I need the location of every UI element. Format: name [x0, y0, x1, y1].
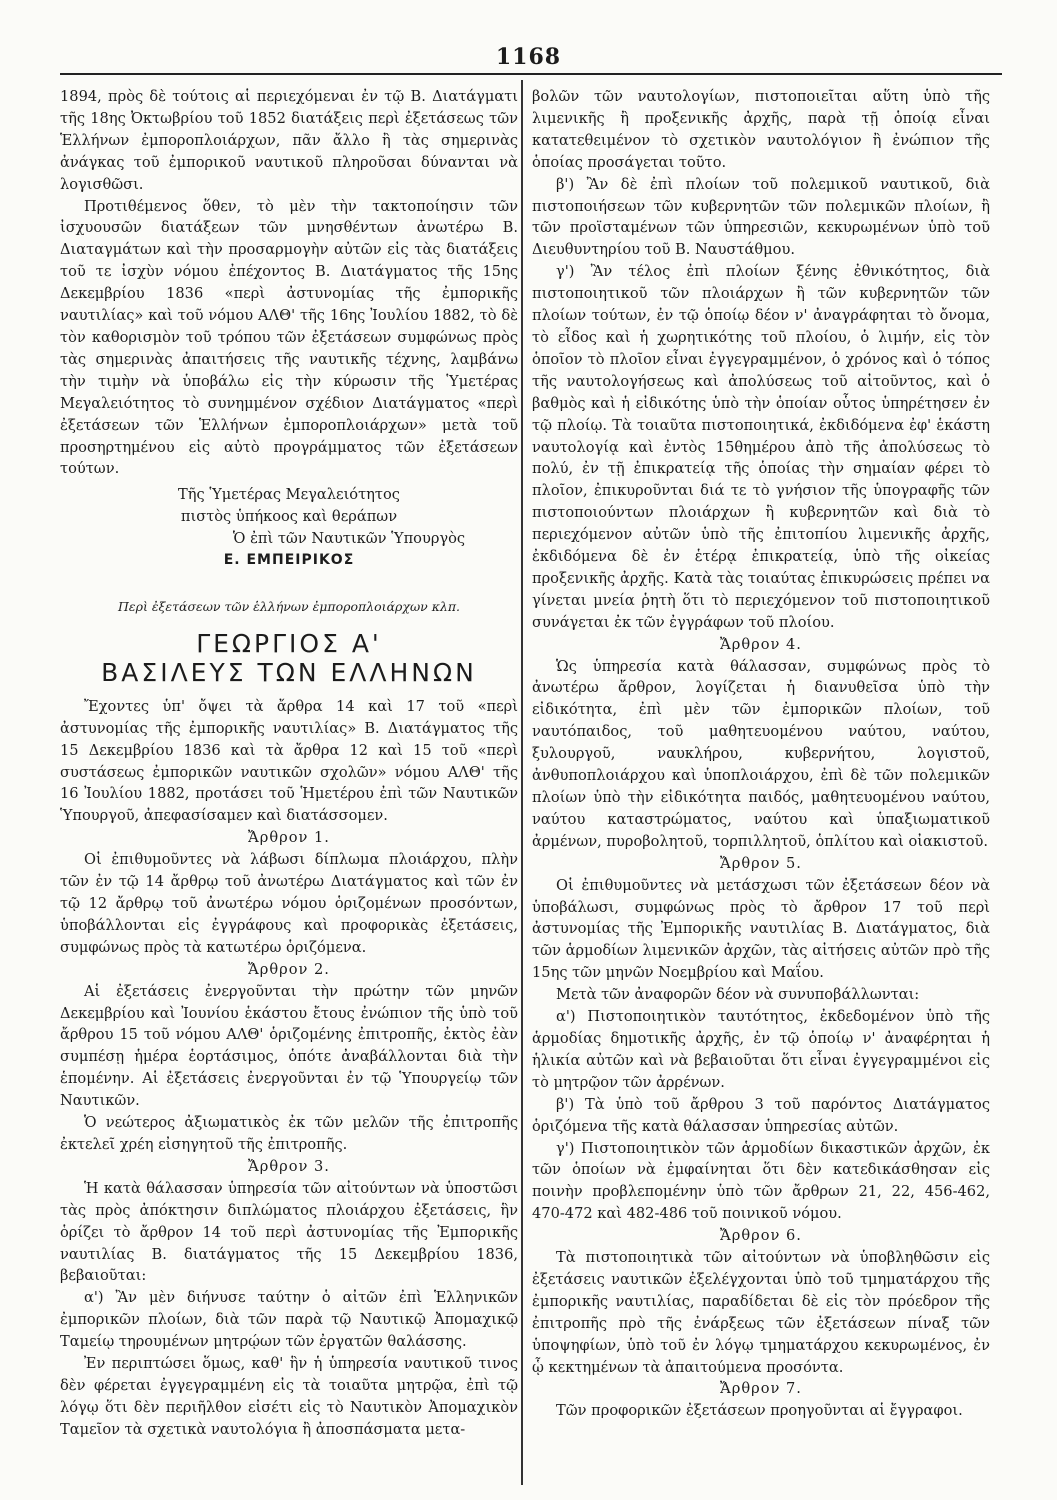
signature-line: πιστὸς ὑπήκοος καὶ θεράπων: [180, 508, 398, 526]
article-paragraph: Μετὰ τῶν ἀναφορῶν δέον νὰ συνυποβάλλωνται:: [556, 986, 920, 1004]
article-paragraph: Οἱ ἐπιθυμοῦντες νὰ μετάσχωσι τῶν ἐξετάσεων δέον νὰ ὑποβάλωσι, συμφώνως πρὸς τὸ ἄρθρον 17 τοῦ περὶ ἀστυνομίας τῆς Ἐμπορικῆς ναυτιλίας Β. Διατάγματος, διὰ τῶν ἁρμοδίων λιμενικῶν ἀρχῶν, τὰς αἰτήσεις αὐτῶν πρὸ τῆς 15ης τῶν μηνῶν Νοεμβρίου καὶ Μαΐου.: [532, 876, 990, 982]
article-heading: Ἄρθρον 4.: [720, 635, 802, 653]
king-subtitle: ΒΑΣΙΛΕΥΣ ΤΩΝ ΕΛΛΗΝΩΝ: [101, 657, 477, 687]
article-paragraph: β') Ἂν δὲ ἐπὶ πλοίων τοῦ πολεμικοῦ ναυτικοῦ, διὰ πιστοποιήσεων τῶν κυβερνητῶν τῶν πολεμικῶν πλοίων, ἢ τῶν προϊσταμένων τῶν ὑπηρεσιῶν, κεκυρωμένων ὑπὸ τοῦ Διευθυντηρίου τοῦ Β. Ναυστάθμου.: [532, 175, 990, 259]
article-paragraph: Τῶν προφορικῶν ἐξετάσεων προηγοῦνται αἱ ἔγγραφοι.: [556, 1402, 963, 1420]
article-paragraph: α') Ἂν μὲν διήνυσε ταύτην ὁ αἰτῶν ἐπὶ Ἑλληνικῶν ἐμπορικῶν πλοίων, διὰ τῶν παρὰ τῷ Ναυτικῷ Ἀπομαχικῷ Ταμείῳ τηρουμένων μητρῴων τῶν ἐργατῶν θαλάσσης.: [60, 1289, 518, 1351]
signature-line: Τῆς Ὑμετέρας Μεγαλειότητος: [178, 486, 400, 504]
king-title: ΓΕΩΡΓΙΟΣ Α': [196, 628, 382, 658]
article-heading: Ἄρθρον 1.: [248, 829, 330, 847]
article-paragraph: Ἐν περιπτώσει ὅμως, καθ' ἣν ἡ ὑπηρεσία ναυτικοῦ τινος δὲν φέρεται ἐγγεγραμμένη εἰς τὰ τοιαῦτα μητρῷα, ἐπὶ τῷ λόγῳ ὅτι δὲν περιῆλθον εἰσέτι εἰς τὸ Ναυτικὸν Ἀπομαχικὸν Ταμεῖον τὰ σχετικὰ ναυτολόγια ἢ ἀποσπάσματα μετα-: [60, 1355, 518, 1438]
preamble-paragraph: Προτιθέμενος ὅθεν, τὸ μὲν τὴν τακτοποίησιν τῶν ἰσχυουσῶν διατάξεων τῶν μνησθέντων ἀνωτέρω Β. Διαταγμάτων καὶ τὴν προσαρμογὴν αὐτῶν εἰς τὰς διατάξεις τοῦ τε ἰσχὺν νόμου ἐπέχοντος Β. Διατάγματος τῆς 15ης Δεκεμβρίου 1836 «περὶ ἀστυνομίας τῆς ἐμπορικῆς ναυτιλίας» καὶ τοῦ νόμου ΑΛΘ' τῆς 16ης Ἰουλίου 1882, τὸ δὲ τὸν καθορισμὸν τοῦ τρόπου τῶν ἐξετάσεων συμφώνως πρὸς τὰς σημερινὰς ἀπαιτήσεις τῆς ναυτικῆς τέχνης, λαμβάνω τὴν τιμὴν νὰ ὑποβάλω εἰς τὴν κύρωσιν τῆς Ὑμετέρας Μεγαλειότητος τὸ συνημμένον σχέδιον Διατάγματος «περὶ ἐξετάσεων τῶν Ἑλλήνων ἐμποροπλοιάρχων» μετὰ τοῦ προσηρτημένου εἰς αὐτὸ προγράμματος τῶν ἐξετάσεων τούτων.: [60, 197, 518, 478]
article-heading: Ἄρθρον 2.: [248, 960, 330, 978]
header-rule: [60, 73, 1002, 75]
signature-line: Ὁ ἐπὶ τῶν Ναυτικῶν Ὑπουργὸς: [232, 530, 466, 548]
article-paragraph: Ὡς ὑπηρεσία κατὰ θάλασσαν, συμφώνως πρὸς τὸ ἀνωτέρω ἄρθρον, λογίζεται ἡ διανυθεῖσα ὑπὸ τὴν εἰδικότητα, ἐπὶ μὲν τῶν ἐμπορικῶν πλοίων, τοῦ ναυτόπαιδος, τοῦ μαθητευομένου ναύτου, ναύτου, ξυλουργοῦ, ναυκλήρου, κυβερνήτου, λογιστοῦ, ἀνθυποπλοιάρχου καὶ ὑποπλοιάρχου, ἐπὶ δὲ τῶν πολεμικῶν πλοίων ὑπὸ τὴν εἰδικότητα παιδός, μαθητευομένου ναύτου, ναύτου καταστρώματος, ναύτου καὶ ὑπαξιωματικοῦ ἀρμένων, πυροβολητοῦ, τορπιλλητοῦ, ὁπλίτου καὶ οἰακιστοῦ.: [532, 657, 990, 850]
article-paragraph: β') Τὰ ὑπὸ τοῦ ἄρθρου 3 τοῦ παρόντος Διατάγματος ὁριζόμενα τῆς κατὰ θάλασσαν ὑπηρεσίας αὐτῶν.: [532, 1095, 990, 1135]
right-column: [532, 86, 990, 1422]
minister-name: Ε. ΕΜΠΕΙΡΙΚΟΣ: [223, 552, 355, 569]
article-paragraph: Ἡ κατὰ θάλασσαν ὑπηρεσία τῶν αἰτούντων νὰ ὑποστῶσι τὰς πρὸς ἀπόκτησιν διπλώματος πλοιάρχου ἐξετάσεις, ἣν ὁρίζει τὸ ἄρθρον 14 τοῦ περὶ ἀστυνομίας τῆς Ἐμπορικῆς ναυτιλίας Β. διατάγματος τῆς 15 Δεκεμβρίου 1836, βεβαιοῦται:: [60, 1179, 518, 1285]
left-column: [60, 86, 518, 1441]
article-paragraph: Αἱ ἐξετάσεις ἐνεργοῦνται τὴν πρώτην τῶν μηνῶν Δεκεμβρίου καὶ Ἰουνίου ἑκάστου ἔτους ἐνώπιον τῆς ὑπὸ τοῦ ἄρθρου 15 τοῦ νόμου ΑΛΘ' ὁριζομένης ἐπιτροπῆς, ἐκτὸς ἐὰν συμπέσῃ ἡμέρα ἑορτάσιμος, ὁπότε ἀναβάλλονται διὰ τὴν ἑπομένην. Αἱ ἐξετάσεις ἐνεργοῦνται ἐν τῷ Ὑπουργείῳ τῶν Ναυτικῶν.: [60, 982, 518, 1110]
article-heading: Ἄρθρον 5.: [720, 854, 802, 872]
article-paragraph: γ') Πιστοποιητικὸν τῶν ἁρμοδίων δικαστικῶν ἀρχῶν, ἐκ τῶν ὁποίων νὰ ἐμφαίνηται ὅτι δὲν κατεδικάσθησαν εἰς ποινὴν προβλεπομένην ὑπὸ τῶν ἄρθρων 21, 22, 456-462, 470-472 καὶ 482-486 τοῦ ποινικοῦ νόμου.: [532, 1139, 990, 1223]
decree-paragraph: Ἔχοντες ὑπ' ὄψει τὰ ἄρθρα 14 καὶ 17 τοῦ «περὶ ἀστυνομίας τῆς ἐμπορικῆς ναυτιλίας» Β. Διατάγματος τῆς 15 Δεκεμβρίου 1836 καὶ τὰ ἄρθρα 12 καὶ 15 τοῦ «περὶ συστάσεως ἐμπορικῶν ναυτικῶν σχολῶν» νόμου ΑΛΘ' τῆς 16 Ἰουλίου 1882, προτάσει τοῦ Ἡμετέρου ἐπὶ τῶν Ναυτικῶν Ὑπουργοῦ, ἀπεφασίσαμεν καὶ διατάσσομεν.: [60, 697, 518, 825]
article-paragraph: Τὰ πιστοποιητικὰ τῶν αἰτούντων νὰ ὑποβληθῶσιν εἰς ἐξετάσεις ναυτικῶν ἐξελέγχονται ὑπὸ τοῦ τμηματάρχου τῆς ἐμπορικῆς ναυτιλίας, παραδίδεται δὲ εἰς τὸν πρόεδρον τῆς ἐπιτροπῆς πρὸ τῆς ἐνάρξεως τῶν ἐξετάσεων πίναξ τῶν ὑποψηφίων, ὑπὸ τοῦ ἐν λόγῳ τμηματάρχου κεκυρωμένος, ἐν ᾧ κεκτημένων τὰ ἀπαιτούμενα προσόντα.: [532, 1249, 990, 1376]
decree-subtitle: Περὶ ἐξετάσεων τῶν ἑλλήνων ἐμποροπλοιάρχων κλπ.: [117, 598, 461, 614]
article-heading: Ἄρθρον 7.: [720, 1380, 802, 1398]
article-paragraph: α') Πιστοποιητικὸν ταυτότητος, ἐκδεδομένον ὑπὸ τῆς ἁρμοδίας δημοτικῆς ἀρχῆς, ἐν τῷ ὁποίῳ ν' ἀναφέρηται ἡ ἡλικία αὐτῶν καὶ νὰ βεβαιοῦται ὅτι εἶναι ἐγγεγραμμένοι εἰς τὸ μητρῷον τῶν ἀρρένων.: [532, 1008, 990, 1091]
article-paragraph: Ὁ νεώτερος ἀξιωματικὸς ἐκ τῶν μελῶν τῆς ἐπιτροπῆς ἐκτελεῖ χρέη εἰσηγητοῦ τῆς ἐπιτροπῆς.: [60, 1114, 518, 1153]
page-number: 1168: [495, 44, 562, 70]
article-paragraph: γ') Ἂν τέλος ἐπὶ πλοίων ξένης ἐθνικότητος, διὰ πιστοποιητικοῦ τῶν πλοιάρχων ἢ τῶν κυβερνητῶν τῶν πλοίων τούτων, ἐν τῷ ὁποίῳ δέον ν' ἀναγράφηται τὸ ὄνομα, τὸ εἶδος καὶ ἡ χωρητικότης τοῦ πλοίου, ὁ λιμήν, εἰς τὸν ὁποῖον τὸ πλοῖον εἶναι ἐγγεγραμμένον, ὁ χρόνος καὶ ὁ τόπος τῆς ναυτολογήσεως καὶ ἀπολύσεως τοῦ αἰτοῦντος, καὶ ὁ βαθμὸς καὶ ἡ εἰδικότης ὑπὸ τὴν ὁποίαν οὗτος ὑπηρέτησεν ἐν τῷ πλοίῳ. Τὰ τοιαῦτα πιστοποιητικά, ἐκδιδόμενα ἐφ' ἑκάστη ναυτολογίᾳ καὶ ἐντὸς 15θημέρου ἀπὸ τῆς ἀπολύσεως τὸ πολύ, ἐν τῇ ἐπικρατείᾳ τῆς ὁποίας τὴν σημαίαν φέρει τὸ πλοῖον, ἐπικυροῦνται διά τε τὸ γνήσιον τῆς ὑπογραφῆς τῶν πιστοποιούντων πλοιάρχων ἢ κυβερνητῶν καὶ διὰ τὸ περιεχόμενον αὐτῶν ὑπὸ τῆς ἐπιτοπίου λιμενικῆς ἀρχῆς, ἐκδιδόμενα δὲ ἐν ἑτέρᾳ ἐπικρατείᾳ, ὑπὸ τῆς οἰκείας προξενικῆς ἀρχῆς. Κατὰ τὰς τοιαύτας ἐπικυρώσεις πρέπει να γίνεται μνεία ῥητὴ ὅτι τὸ περιεχόμενον τοῦ πιστοποιητικοῦ συνάγεται ἐκ τῶν ἐγγράφων τοῦ πλοίου.: [532, 263, 990, 631]
article-paragraph: βολῶν τῶν ναυτολογίων, πιστοποιεῖται αὕτη ὑπὸ τῆς λιμενικῆς ἢ προξενικῆς ἀρχῆς, παρὰ τῇ ὁποίᾳ εἶναι κατατεθειμένον τὸ σχετικὸν ναυτολόγιον ἢ ἐνώπιον τῆς ὁποίας προσάγεται τοῦτο.: [532, 88, 990, 171]
article-paragraph: Οἱ ἐπιθυμοῦντες νὰ λάβωσι δίπλωμα πλοιάρχου, πλὴν τῶν ἐν τῷ 14 ἄρθρῳ τοῦ ἀνωτέρω Διατάγματος καὶ τῶν ἐν τῷ 12 ἄρθρῳ τοῦ ἀνωτέρω νόμου ὁριζομένων προσόντων, ὑποβάλλονται εἰς ἐγγράφους καὶ προφορικὰς ἐξετάσεις, συμφώνως πρὸς τὰ κατωτέρω ὁριζόμενα.: [60, 851, 518, 956]
article-heading: Ἄρθρον 3.: [248, 1157, 330, 1175]
column-divider: [521, 80, 523, 1485]
preamble-paragraph: 1894, πρὸς δὲ τούτοις αἱ περιεχόμεναι ἐν τῷ Β. Διατάγματι τῆς 18ης Ὀκτωβρίου τοῦ 1852 διατάξεις περὶ ἐξετάσεως τῶν Ἑλλήνων ἐμποροπλοιάρχων, πᾶν ἄλλο ἢ τὰς σημερινὰς ἀνάγκας τοῦ ἐμπορικοῦ ναυτικοῦ πληροῦσαι δύνανται νὰ λογισθῶσι.: [60, 88, 518, 193]
article-heading: Ἄρθρον 6.: [720, 1227, 802, 1245]
